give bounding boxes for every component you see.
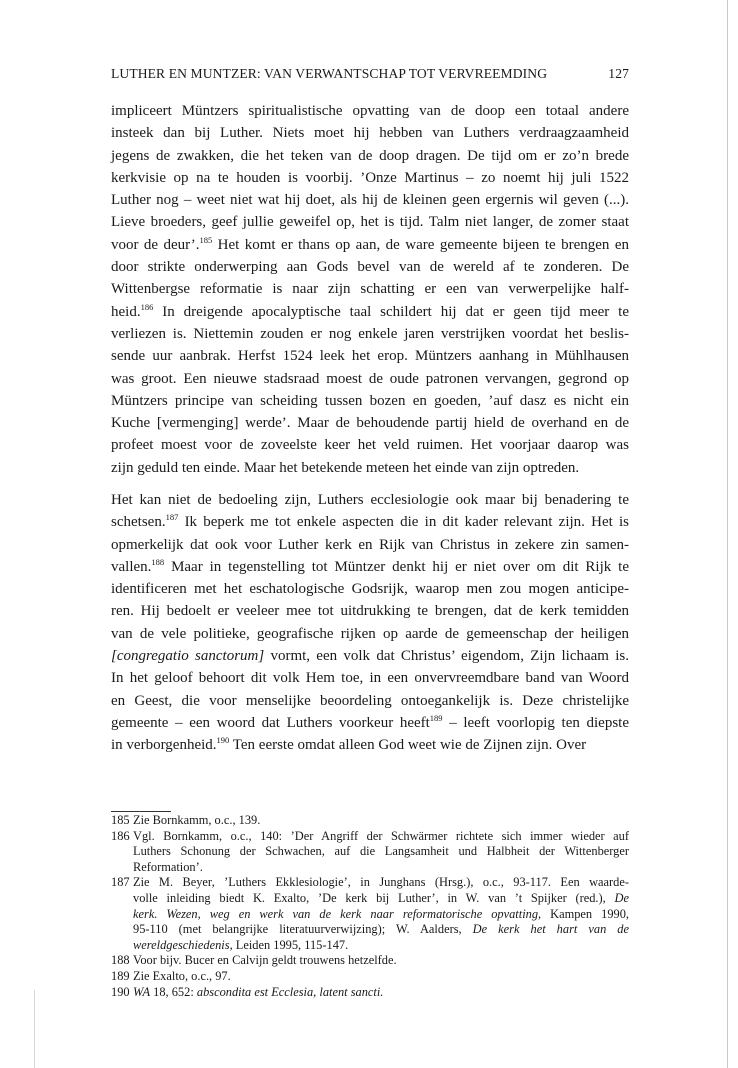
footnote-line: Zie Bornkamm, o.c., 139. xyxy=(133,813,261,827)
footnote-line xyxy=(133,938,629,954)
text-segment: in verborgenheid. xyxy=(111,737,217,754)
text-line: verliezen is. Niettemin zouden er nog enkele jaren verstrijken voordat het beslis- xyxy=(111,325,629,342)
text-line xyxy=(111,511,629,533)
text-line: profeet moest voor de zoveelste keer het veld ruimen. Het voorjaar daarop was xyxy=(111,437,629,454)
text-line: was groot. Een nieuwe stadsraad moest de oude patronen vervangen, gegrond op xyxy=(111,370,629,387)
text-segment: gemeente – een woord dat Luthers voorkeur heeft xyxy=(111,714,430,731)
text-segment: Leiden 1995, 115-147. xyxy=(235,937,349,952)
text-segment: 18, 652: xyxy=(153,984,194,999)
text-line: zijn geduld ten einde. Maar het betekende meteen het einde van zijn optreden. xyxy=(111,459,580,476)
footnote-number: 187 xyxy=(111,875,130,890)
text-segment: Maar in tegenstelling tot Müntzer denkt hij er niet over om dit Rijk te xyxy=(171,558,629,575)
page-edge-left xyxy=(34,990,35,1068)
text-segment-italic: abscondita est Ecclesia, latent sancti. xyxy=(196,984,384,999)
text-segment: vormt, een volk dat Christus’ eigendom, Zijn lichaam is. xyxy=(270,648,629,665)
footnote-ref-188: 188 xyxy=(151,556,165,567)
text-line: In het geloof behoort dit volk Hem toe, in een onvervreemdbare band van Woord xyxy=(111,670,629,687)
text-line: jegens de zwakken, die het teken van de doop dragen. De tijd om er zo’n brede xyxy=(111,147,629,164)
footnote-187 xyxy=(111,875,629,953)
text-segment: schetsen. xyxy=(111,514,166,531)
footnote-185 xyxy=(111,813,629,829)
text-line: sende uur aanbrak. Herfst 1524 leek het erop. Müntzers aanhang in Mühlhausen xyxy=(111,348,629,365)
footnote-line: Vgl. Bornkamm, o.c., 140: ’Der Angriff der Schwärmer richtete sich immer wieder auf xyxy=(133,828,629,843)
footnote-line: Reformation’. xyxy=(133,859,203,874)
text-segment: In dreigende apocalyptische taal schildert hij dat er geen tijd meer te xyxy=(162,303,629,320)
page-number: 127 xyxy=(608,66,629,81)
text-line: insteek dan bij Luther. Niets moet hij hebben van Luthers verdraagzaamheid xyxy=(111,125,629,142)
text-line: opmerkelijk dat ook voor Luther kerk en Rijk van Christus in zekere zin samen- xyxy=(111,536,629,553)
text-line: Kuche [vermenging] werde’. Maar de behoudende partij hield de overhand en de xyxy=(111,415,629,432)
footnotes xyxy=(111,813,629,1000)
running-title: LUTHER EN MUNTZER: VAN VERWANTSCHAP TOT VERVREEMDING xyxy=(111,66,548,81)
footnote-186 xyxy=(111,829,629,876)
text-segment: Kampen 1990, xyxy=(550,906,630,921)
text-line xyxy=(111,234,629,256)
text-segment: voor de deur’. xyxy=(111,236,200,253)
footnote-line: Zie M. Beyer, ’Luthers Ekklesiologie’, in Junghans (Hrsg.), o.c., 93-117. Een waarde- xyxy=(133,875,629,890)
footnote-separator xyxy=(111,811,171,812)
footnote-ref-187: 187 xyxy=(165,512,179,523)
text-segment: Ten eerste omdat alleen God weet wie de Zijnen zijn. Over xyxy=(232,737,587,754)
text-segment: Ik beperk me tot enkele aspecten die in dit kader relevant zijn. Het is xyxy=(184,514,630,531)
text-line: kerkvisie op na te houden is voorbij. ’Onze Martinus – zo noemt hij juli 1522 xyxy=(111,169,629,186)
footnote-line: Voor bijv. Bucer en Calvijn geldt trouwens hetzelfde. xyxy=(133,953,397,968)
text-line xyxy=(111,556,629,578)
footnote-ref-190: 190 xyxy=(216,735,230,746)
footnote-188 xyxy=(111,953,629,969)
footnote-line: Zie Exalto, o.c., 97. xyxy=(133,968,231,983)
footnote-number: 189 xyxy=(111,968,130,983)
text-line: en Geest, die voor menselijke beoordeling ontoegankelijk is. Deze christelijke xyxy=(111,692,629,709)
text-segment: – leeft voorlopig ten diepste xyxy=(449,714,629,731)
text-line: door strikte onderwerping aan Gods bevel van de wereld af te zonderen. De xyxy=(111,259,629,276)
text-line xyxy=(111,712,629,734)
footnote-line xyxy=(133,922,629,938)
footnote-line xyxy=(133,891,629,907)
text-segment-italic: kerk. Wezen, weg en werk van de kerk naar reformatorische opvatting, xyxy=(133,906,542,921)
text-line: Müntzers principe van scheiding tussen bozen en goeden, ’auf dasz es nicht ein xyxy=(111,392,629,409)
text-line: Lieve broeders, geef jullie geweifel op, het is tijd. Talm niet langer, de zomer staat xyxy=(111,214,629,231)
footnote-line xyxy=(133,985,629,1001)
footnote-190 xyxy=(111,985,629,1001)
paragraph-2 xyxy=(111,489,629,757)
text-line: Wittenbergse reformatie is naar zijn schatting er een van verwerpelijke half- xyxy=(111,281,629,298)
text-line xyxy=(111,645,629,667)
text-segment: vallen. xyxy=(111,558,152,575)
text-segment: 95-110 (met belangrijke literatuurverwijzing); W. Aalders, xyxy=(133,922,462,937)
footnote-number: 188 xyxy=(111,953,130,968)
footnote-189 xyxy=(111,969,629,985)
text-line xyxy=(111,301,629,323)
footnote-ref-186: 186 xyxy=(140,301,154,312)
page-edge-right xyxy=(727,0,728,1068)
text-segment: volle inleiding biedt K. Exalto, ’De kerk bij Luther’, in W. van ’t Spijker (red.), xyxy=(133,890,606,905)
text-segment-italic: De kerk het hart van de xyxy=(472,922,630,937)
footnote-ref-185: 185 xyxy=(199,234,213,245)
footnote-line xyxy=(133,907,629,923)
text-line: identificeren met het eschatologische Godsrijk, waarop men zou mogen anticipe- xyxy=(111,581,629,598)
text-segment-italic: WA xyxy=(133,984,151,999)
paragraph-1 xyxy=(111,100,629,479)
text-segment-italic: [congregatio sanctorum] xyxy=(111,648,265,665)
text-line: impliceert Müntzers spiritualistische opvatting van de doop een totaal andere xyxy=(111,103,629,119)
footnote-ref-189: 189 xyxy=(429,712,443,723)
footnote-line: Luthers Schonung der Schwachen, auf die Langsamheit und Halbheit der Wittenberger xyxy=(133,844,629,859)
footnote-number: 185 xyxy=(111,813,130,827)
text-segment-italic: wereldgeschiedenis, xyxy=(133,937,233,952)
footnote-number: 190 xyxy=(111,984,130,999)
text-line: van de vele politieke, geografische rijken op aarde de gemeenschap der heiligen xyxy=(111,625,629,642)
text-segment: Het komt er thans op aan, de ware gemeente bijeen te brengen en xyxy=(217,236,629,253)
text-line: ren. Hij bedoelt er veeleer mee tot uitdrukking te brengen, dat de kerk temidden xyxy=(111,603,629,620)
footnote-number: 186 xyxy=(111,828,130,843)
text-segment: heid. xyxy=(111,303,141,320)
text-line: Het kan niet de bedoeling zijn, Luthers ecclesiologie ook maar bij benadering te xyxy=(111,492,629,508)
text-segment-italic: De xyxy=(614,890,629,905)
text-line xyxy=(111,734,629,756)
text-line: Luther nog – weet niet wat hij doet, als hij de kleinen geen ergernis wil geven (...). xyxy=(111,192,629,209)
